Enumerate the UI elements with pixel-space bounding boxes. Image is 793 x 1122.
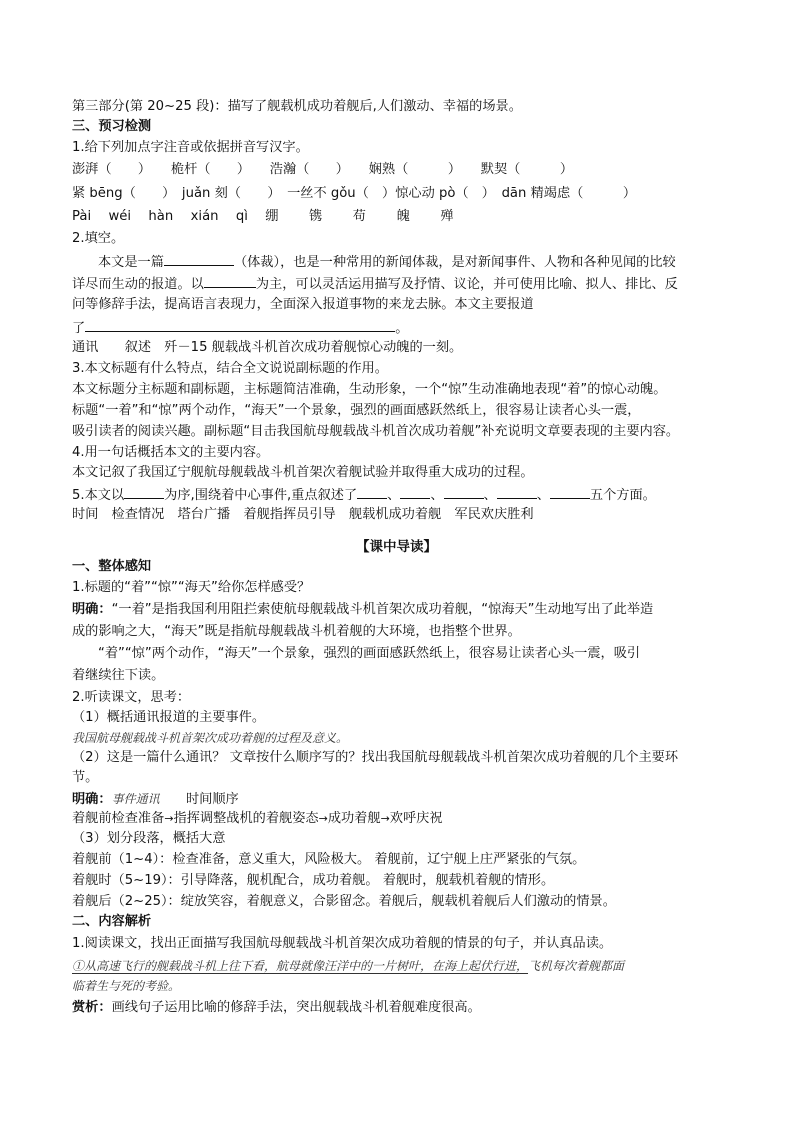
fill-text: 本文是一篇 (98, 255, 164, 270)
question-3: 3.本文标题有什么特点，结合全文说说副标题的作用。 (72, 361, 388, 376)
answer-handwritten-type: 事件通讯 (111, 792, 160, 806)
answer-3-line-1: 本文标题分主标题和副标题，主标题简洁准确，生动形象，一个“惊”生动准确地表现“着”的惊心动魄。 (72, 382, 667, 397)
fill-text: （体裁），也是一种常用的新闻体裁，是对新闻事件、人物和各种见闻的比较 (233, 255, 676, 270)
fill-text: 5.本文以 (72, 488, 125, 503)
answer-label: 明确： (72, 792, 112, 807)
heading-content-analysis: 二、内容解析 (72, 914, 152, 929)
answer-4: 本文记叙了我国辽宁舰航母舰载战斗机首架次着舰试验并取得重大成功的过程。 (72, 465, 534, 480)
question-find-sentences: 1.阅读课文，找出正面描写我国航母舰载战斗机首架次成功着舰的情景的句子，并认真品读。 (72, 936, 613, 951)
blank-aspect (497, 484, 537, 499)
fill-text: 五个方面。 (589, 488, 656, 503)
quote-text: 飞机每次着舰都面 (528, 959, 625, 973)
fill-line-1 (98, 251, 676, 273)
sequence-step: 欢呼庆祝 (389, 811, 443, 826)
underlined-sentence: ①从高速飞行的舰载战斗机上往下看，航母就像汪洋中的一片树叶，在海上起伏行进， (72, 959, 529, 973)
listen-read-prompt: 2.听读课文，思考： (72, 690, 191, 705)
blank-main-report (85, 317, 395, 332)
section-title: 【课中导读】 (356, 539, 437, 555)
section-summary-part3: 第三部分(第 20~25 段)：描写了舰载机成功着舰后,人们激动、幸福的场景。 (72, 99, 522, 114)
paragraph-before-landing: 着舰前（1~4）：检查准备，意义重大，风险极大。 着舰前，辽宁舰上庄严紧张的气氛。 (72, 852, 586, 867)
subquestion-2-line-1: （2）这是一篇什么通讯？ 文章按什么顺序写的？找出我国航母舰载战斗机首架次成功着舰的几个主要环 (72, 750, 679, 765)
fill-text: 了 (72, 321, 86, 336)
fill-text: 为序,围绕着中心事件,重点叙述了 (164, 488, 358, 503)
blank-genre (164, 251, 234, 266)
question-4: 4.用一句话概括本文的主要内容。 (72, 445, 270, 460)
fill-text: 。 (395, 321, 409, 336)
blank-aspect (550, 484, 590, 499)
answer-3-line-2: 标题“一着”和“惊”两个动作，“海天”一个景象，强烈的画面感跃然纸上，很容易让读者心头一震， (72, 403, 641, 418)
fill-line-4 (72, 317, 408, 339)
answer-2-type (72, 789, 239, 810)
quote-line-2: 临着生与死的考验。 (72, 979, 181, 993)
fill-text: 详尽而生动的报道。以 (72, 277, 204, 292)
answer-2: 通讯 叙述 歼－15 舰载战斗机首次成功着舰惊心动魄的一刻。 (72, 340, 463, 355)
fill-text: 为主，可以灵活运用描写及抒情、议论，并可使用比喻、拟人、排比、反 (255, 277, 678, 292)
sequence-row (72, 809, 443, 829)
appreciation-label: 赏析： (72, 1000, 112, 1015)
answer-order: 时间顺序 (185, 792, 239, 807)
blank-aspect (444, 484, 484, 499)
answer-text: “一着”是指我国利用阻拦索使航母舰载战斗机首架次成功着舰，“惊海天”生动地写出了此举造 (111, 602, 654, 617)
appreciation (72, 998, 481, 1018)
answer-label: 明确： (72, 602, 112, 617)
pinyin-row-1: 澎湃（ ） 桅杆（ ） 浩瀚（ ） 娴熟（ ） 默契（ ） (72, 162, 574, 177)
sequence-step: 指挥调整战机的着舰姿态 (173, 811, 319, 826)
question-title-feeling: 1.标题的“着”“惊”“海天”给你怎样感受？ (72, 580, 311, 595)
blank-aspect (400, 484, 430, 499)
heading-preview-check: 三、预习检测 (72, 119, 152, 134)
arrow-icon: → (380, 812, 390, 825)
fill-line-2 (72, 273, 678, 295)
pinyin-row-2: 紧 bēng（ ） juǎn 刻（ ） 一丝不 gǒu（ ）惊心动 pò（ ） dān 精竭虑（ ） (72, 186, 637, 201)
blank-main-method (204, 273, 256, 288)
answer-5: 时间 检查情况 塔台广播 着舰指挥员引导 舰载机成功着舰 军民欢庆胜利 (72, 507, 534, 522)
blank-order (124, 484, 164, 499)
question-5: 5.本文以 为序,围绕着中心事件,重点叙述了 、 、 、 、 五个方面。 (72, 484, 656, 506)
quote-line-1 (72, 956, 624, 976)
pinyin-answers: Pài wéi hàn xián qì 绷 镌 苟 魄 殚 (72, 209, 454, 224)
answer-handwritten-1: 我国航母舰载战斗机首架次成功着舰的过程及意义。 (72, 731, 349, 745)
answer-title-line-3: “着”“惊”两个动作，“海天”一个景象，强烈的画面感跃然纸上，很容易让读者心头一震，吸引 (98, 646, 641, 661)
answer-title-line-2: 成的影响之大，“海天”既是指航母舰载战斗机着舰的大环境，也指整个世界。 (72, 624, 521, 639)
subquestion-3: （3）划分段落，概括大意 (72, 831, 226, 846)
question-1: 1.给下列加点字注音或依据拼音写汉字。 (72, 140, 309, 155)
sequence-step: 成功着舰 (327, 811, 381, 826)
paragraph-during-landing: 着舰时（5~19）：引导降落，舰机配合，成功着舰。 着舰时，舰载机着舰的情形。 (72, 873, 555, 888)
answer-title-line-4: 着继续往下读。 (72, 668, 165, 683)
question-2: 2.填空。 (72, 231, 125, 246)
paragraph-after-landing: 着舰后（2~25）：绽放笑容，着舰意义，合影留念。着舰后，舰载机着舰后人们激动的情景。 (72, 894, 616, 909)
subquestion-2-line-2: 节。 (72, 770, 99, 785)
heading-overall: 一、整体感知 (72, 559, 152, 574)
blank-aspect (357, 484, 387, 499)
fill-line-3: 问等修辞手法，提高语言表现力，全面深入报道事物的来龙去脉。本文主要报道 (72, 297, 534, 312)
subquestion-1: （1）概括通讯报道的主要事件。 (72, 710, 266, 725)
sequence-step: 着舰前检查准备 (72, 811, 165, 826)
answer-3-line-3: 吸引读者的阅读兴趣。副标题“目击我国航母舰载战斗机首次成功着舰”补充说明文章要表现的主要内容。 (72, 424, 680, 439)
answer-title-line-1 (72, 600, 653, 620)
arrow-icon: → (164, 812, 174, 825)
arrow-icon: → (318, 812, 328, 825)
appreciation-text: 画线句子运用比喻的修辞手法，突出舰载战斗机着舰难度很高。 (111, 1000, 481, 1015)
